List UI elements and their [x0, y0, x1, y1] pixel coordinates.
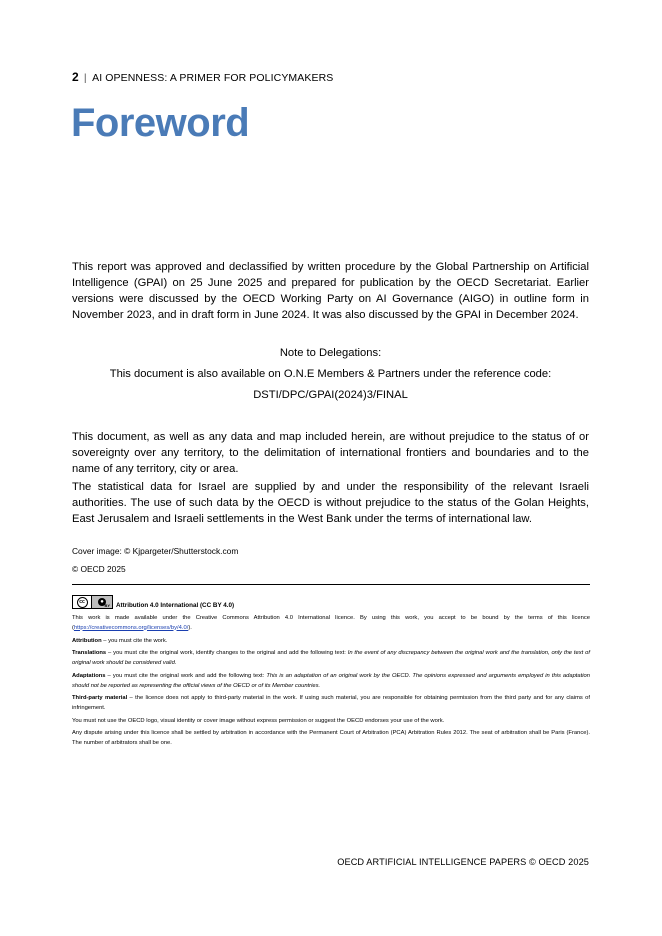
running-header [72, 70, 333, 84]
license-dispute: Any dispute arising under this licence shall be settled by arbitration in accordance with the Permanent Court of Arbitration (PCA) Arbitration Rules 2012. The seat of arbitration shall be Paris (France). The number of arbitrators shall be one. [72, 730, 590, 746]
disclaimer-israel: The statistical data for Israel are supplied by and under the responsibility of the relevant Israeli authorities. The use of such data by the OECD is without prejudice to the status of the Golan Heights, East Jerusalem and Israeli settlements in the West Bank under the terms of international law. [72, 481, 589, 525]
cover-image-credit: Cover image: © Kjpargeter/Shutterstock.com [72, 546, 239, 556]
translations-text: – you must cite the original work, identify changes to the original and add the following text: [106, 650, 348, 656]
note-line: This document is also available on O.N.E Members & Partners under the reference code: [109, 368, 552, 380]
license-third-party [72, 694, 590, 713]
person-icon: ● [98, 598, 106, 606]
cc-logo-icon: cc [77, 597, 88, 608]
license-attribution [72, 637, 590, 647]
license-intro-text: This work is made available under the Creative Commons Attribution 4.0 International licence. By using this work, you accept to be bound by the terms of this licence ( [72, 615, 590, 631]
page-title: Foreword [71, 101, 250, 145]
note-heading: Note to Delegations: [279, 347, 382, 359]
license-intro-end: ). [188, 624, 192, 631]
divider [72, 584, 590, 585]
license-link[interactable]: https://creativecommons.org/licenses/by/4.0/ [73, 624, 189, 631]
translations-label: Translations [72, 650, 107, 656]
attribution-label: Attribution [72, 638, 102, 644]
license-logo: You must not use the OECD logo, visual identity or cover image without express permission or suggest the OECD endorses your use of the work. [72, 718, 445, 724]
disclaimer-territory: This document, as well as any data and map included herein, are without prejudice to the status of or sovereignty over any territory, to the delimitation of international frontiers and boundaries and to the name of any territory, city or area. [72, 431, 589, 475]
attribution-text: – you must cite the work. [101, 638, 168, 644]
third-party-label: Third-party material [72, 695, 128, 701]
translations-italic: In the event of any discrepancy between the original work and the translation, only the text of original work should be considered valid. [72, 650, 590, 666]
license-intro [72, 614, 590, 633]
intro-paragraph: This report was approved and declassified by written procedure by the Global Partnership on Artificial Intelligence (GPAI) on 25 June 2025 and prepared for publication by the OECD Secretariat. Earlier versions were discussed by the OECD Working Party on AI Governance (AIGO) in outline form in November 2023, and in draft form in June 2024. It was also discussed by the GPAI in December 2024. [72, 261, 589, 321]
license-translations [72, 649, 590, 668]
copyright: © OECD 2025 [72, 564, 126, 574]
license-adaptations [72, 672, 590, 691]
adaptations-italic: This is an adaptation of an original work by the OECD. The opinions expressed and arguments employed in this adaptation should not be reported as representing the official views of the OECD or of its Member countries. [72, 673, 590, 689]
adaptations-text: – you must cite the original work and add the following text: [105, 673, 267, 679]
cc-by-badge [72, 595, 113, 609]
page-footer: OECD ARTIFICIAL INTELLIGENCE PAPERS © OECD 2025 [337, 857, 589, 867]
reference-code: DSTI/DPC/GPAI(2024)3/FINAL [253, 389, 408, 401]
page-number: 2 [72, 70, 79, 84]
license-title: Attribution 4.0 International (CC BY 4.0) [116, 602, 235, 609]
adaptations-label: Adaptations [72, 673, 106, 679]
cc-by-label: BY [104, 603, 110, 608]
running-title: AI OPENNESS: A PRIMER FOR POLICYMAKERS [92, 72, 334, 84]
header-separator: | [83, 72, 87, 84]
third-party-text: – the licence does not apply to third-party material in the work. If using such material, you are responsible for obtaining permission from the third party and for any claims of infringement. [72, 695, 590, 711]
